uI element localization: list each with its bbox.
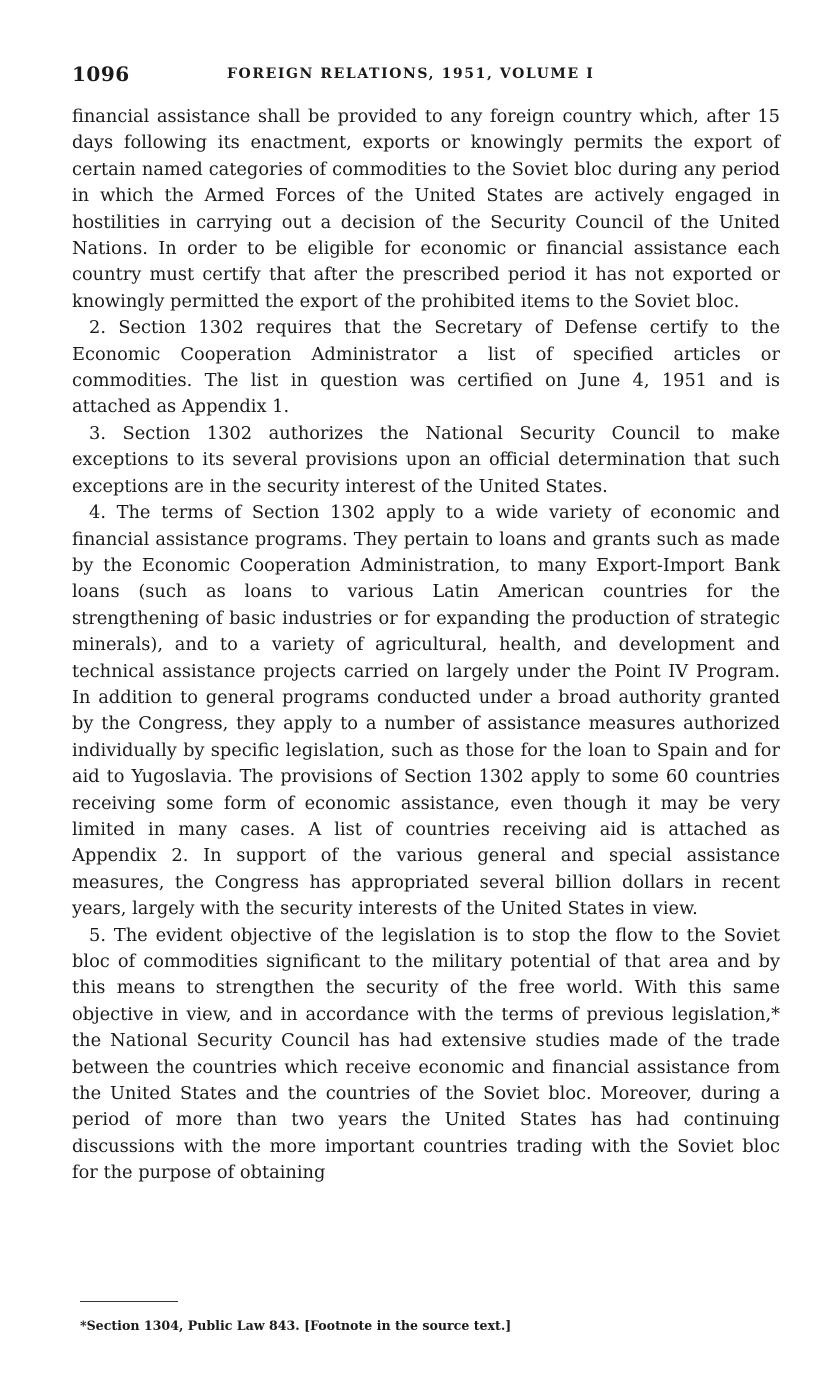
paragraph-3: 3. Section 1302 authorizes the National Security Council to make exceptions to its several provisions upon an official determination that such exceptions are in the security interest of the United States. — [72, 422, 780, 497]
page-number: 1096 — [72, 62, 130, 86]
paragraph-continuation: financial assistance shall be provided to any foreign country which, after 15 days following its enactment, exports or knowingly permits the export of certain named categories of commodities to the Soviet bloc during any period in which the Armed Forces of the United States are actively engaged in hostilities in carrying out a decision of the Security Council of the United Nations. In order to be eligible for economic or financial assistance each country must certify that after the prescribed period it has not exported or knowingly permitted the export of the prohibited items to the Soviet bloc. — [72, 106, 780, 312]
paragraph-5: 5. The evident objective of the legislation is to stop the flow to the Soviet bloc of commodities significant to the military potential of that area and by this means to strengthen the security of the free world. With this same objective in view, and in accordance with the terms of previous legislation,* the National Security Council has had extensive studies made of the trade between the countries which receive economic and financial assistance from the United States and the countries of the Soviet bloc. Moreover, during a period of more than two years the United States has had continuing discussions with the more important countries trading with the Soviet bloc for the purpose of obtaining — [72, 924, 780, 1184]
page-header — [72, 62, 782, 92]
running-title: FOREIGN RELATIONS, 1951, VOLUME I — [227, 66, 595, 82]
paragraph-4: 4. The terms of Section 1302 apply to a wide variety of economic and financial assistance programs. They pertain to loans and grants such as made by the Economic Cooperation Administration, to many Export-Import Bank loans (such as loans to various Latin American countries for the strengthening of basic industries or for expanding the production of strategic minerals), and to a variety of agricultural, health, and development and technical assistance projects carried on largely under the Point IV Program. In addition to general programs conducted under a broad authority granted by the Congress, they apply to a number of assistance measures authorized individually by specific legislation, such as those for the loan to Spain and for aid to Yugoslavia. The provisions of Section 1302 apply to some 60 countries receiving some form of economic assistance, even though it may be very limited in many cases. A list of countries receiving aid is attached as Appendix 2. In support of the various general and special assistance measures, the Congress has appropriated several billion dollars in recent years, largely with the security interests of the United States in view. — [72, 502, 780, 920]
footnote-divider — [80, 1301, 178, 1302]
body-text — [72, 104, 780, 1187]
footnote: *Section 1304, Public Law 843. [Footnote in the source text.] — [80, 1318, 512, 1333]
paragraph-2: 2. Section 1302 requires that the Secretary of Defense certify to the Economic Cooperation Administrator a list of specified articles or commodities. The list in question was certified on June 4, 1951 and is attached as Appendix 1. — [72, 317, 780, 418]
